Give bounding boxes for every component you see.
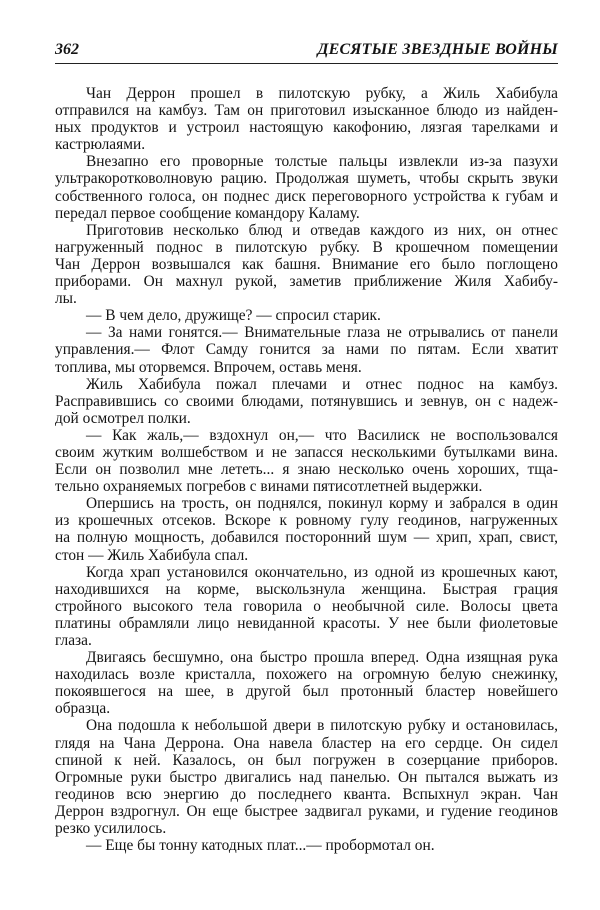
text-line: топлива, мы оторвемся. Впрочем, оставь меня. [55,358,362,376]
text-line: — В чем дело, дружище? — спросил старик. [86,307,381,325]
paragraph [55,837,558,854]
paragraph [55,222,558,307]
paragraph [55,307,558,324]
paragraph [55,564,558,649]
text-line: платины обрамляли лицо невиданной красоты. У нее были фиолетовые [55,614,558,632]
text-line: Двигаясь бесшумно, она быстро прошла вперед. Одна изящная рука [86,649,558,667]
text-line: стройного высокого тела говорила о необычной силе. Волосы цвета [55,597,558,615]
text-line: Опершись на трость, он поднялся, покинул корму и забрался в один [86,495,558,513]
text-line: кастрюлаями. [55,136,146,154]
page-body-text [55,85,558,854]
text-line: геодинов всю энергию до последнего кванта. Вспыхнул экран. Чан [55,785,558,803]
text-line: из крошечных отсеков. Вскоре к ровному гулу геодинов, нагруженных [55,512,558,530]
text-line: ных продуктов и устроил настоящую какофонию, лязгая тарелками и [55,119,558,137]
text-line: находилась возле кристалла, похожего на огромную белую снежинку, [55,666,558,684]
text-line: собственного голоса, он поднес диск переговорного устройства к губам и [55,187,558,205]
text-line: Внезапно его проворные толстые пальцы извлекли из-за пазухи [86,153,558,171]
text-line: тельно охраняемых погребов с винами пятисотлетней выдержки. [55,478,483,496]
paragraph [55,717,558,837]
text-line: Деррон вздрогнул. Он еще быстрее задвигал руками, и гудение геодинов [55,802,558,820]
text-line: стон — Жиль Хабибула спал. [55,546,249,564]
text-line: находившихся на корме, выскользнула женщина. Быстрая грация [55,580,558,598]
text-line: Огромные руки быстро двигались над панелью. Он пытался выжать из [55,768,558,786]
text-line: своим жутким волшебством и не запасся несколькими бутылками вина. [55,443,558,461]
text-line: передал первое сообщение командору Каламу. [55,204,360,222]
text-line: образца. [55,700,111,718]
text-line: дой осмотрел полки. [55,409,191,427]
paragraph [55,495,558,563]
text-line: на полную мощность, добавился посторонний шум — хрип, храп, свист, [55,529,558,547]
text-line: глядя на Чана Деррона. Она навела бластер на его сердце. Он сидел [55,734,558,752]
paragraph [55,85,558,153]
text-line: нагруженный поднос в пилотскую рубку. В крошечном помещении [55,238,558,256]
text-line: Жиль Хабибула пожал плечами и отнес поднос на камбуз. [86,375,558,393]
text-line: Если он позволил мне лететь... я знаю несколько очень хороших, тща- [55,461,558,479]
text-line: — Как жаль,— вздохнул он,— что Василиск не воспользовался [86,426,558,444]
page-number: 362 [55,41,79,58]
text-line: лы. [55,290,77,308]
text-line: резко усилилось. [55,820,167,838]
text-line: приборами. Он махнул рукой, заметив приближение Жиля Хабибу- [55,273,558,291]
text-line: — Еще бы тонну катодных плат...— пробормотал он. [86,837,435,855]
paragraph [55,324,558,375]
text-line: покоявшегося на шее, в другой был протонный бластер новейшего [55,683,558,701]
text-line: отправился на камбуз. Там он приготовил изысканное блюдо из найден- [55,102,558,120]
text-line: — За нами гонятся.— Внимательные глаза не отрывались от панели [86,324,558,342]
text-line: глаза. [55,632,92,649]
text-line: управления.— Флот Самду гонится за нами по пятам. Если хватит [55,341,558,359]
text-line: спиной к ней. Казалось, он был погружен в созерцание приборов. [55,751,558,769]
paragraph [55,376,558,427]
text-line: Расправившись со своими блюдами, потянувшись и зевнув, он с надеж- [55,392,558,410]
paragraph [55,153,558,221]
text-line: Когда храп установился окончательно, из одной из крошечных кают, [86,563,558,581]
text-line: Чан Деррон возвышался как башня. Внимание его было поглощено [55,255,558,273]
paragraph [55,649,558,717]
text-line: Она подошла к небольшой двери в пилотскую рубку и остановилась, [86,717,558,735]
text-line: Приготовив несколько блюд и отведав каждого из них, он отнес [86,221,558,239]
text-line: ультракоротковолновую рацию. Продолжая шуметь, чтобы скрыть звуки [55,170,558,188]
running-header [55,41,558,64]
running-title: ДЕСЯТЫЕ ЗВЕЗДНЫЕ ВОЙНЫ [317,41,558,58]
text-line: Чан Деррон прошел в пилотскую рубку, а Жиль Хабибула [86,85,558,102]
paragraph [55,427,558,495]
